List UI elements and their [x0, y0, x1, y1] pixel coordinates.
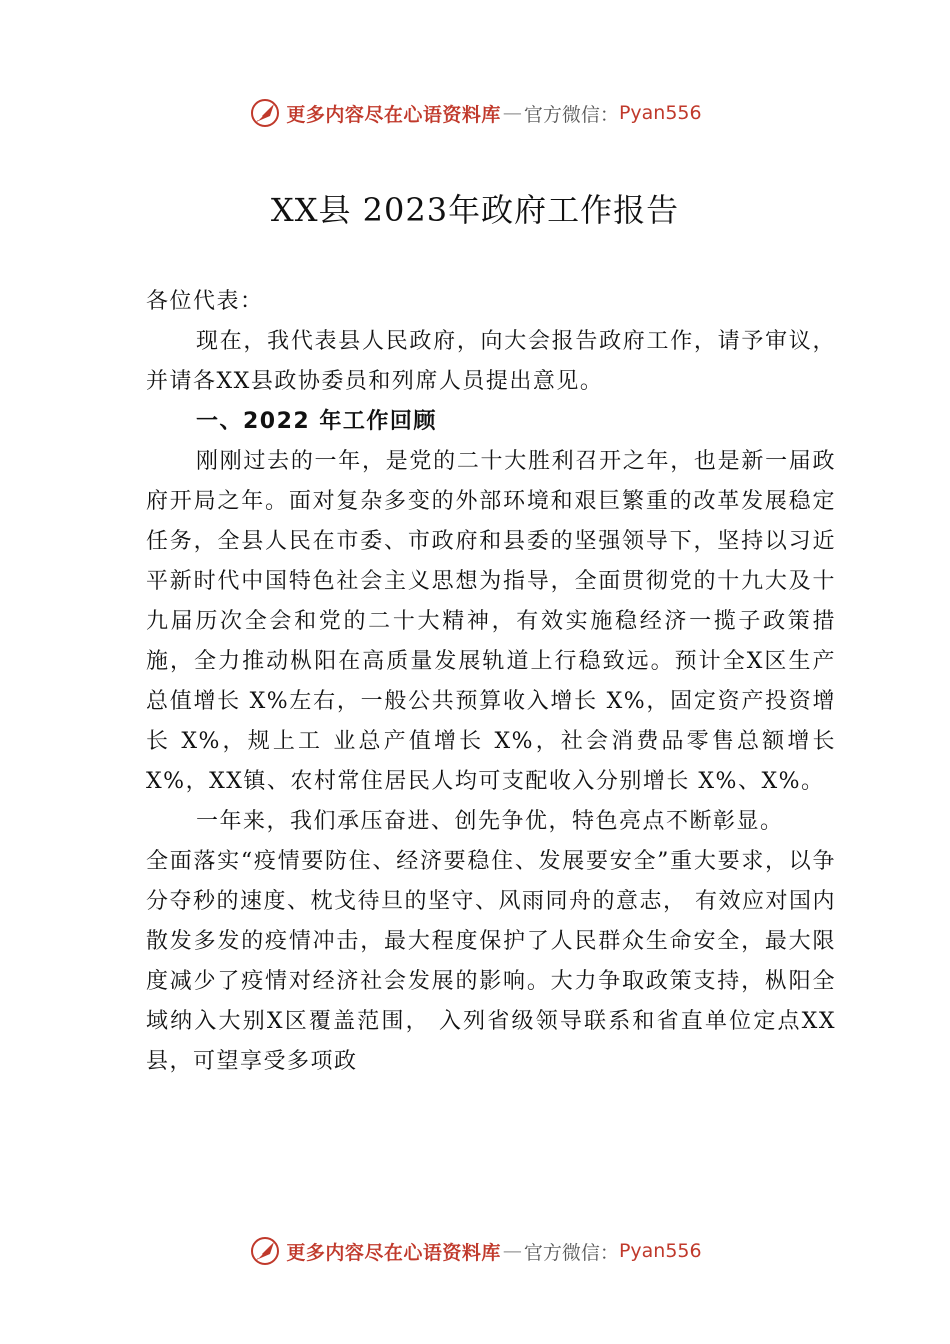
- quill-logo-icon: [248, 1234, 282, 1268]
- body-paragraph-2: 一年来，我们承压奋进、创先争优，特色亮点不断彰显。: [196, 809, 784, 834]
- watermark-separator: —: [502, 1240, 522, 1262]
- watermark-header: [0, 96, 950, 130]
- salutation: 各位代表：: [146, 289, 264, 314]
- watermark-official-label: 官方微信：: [523, 103, 619, 126]
- watermark-footer: [0, 1234, 950, 1268]
- section-heading: 一、2022 年工作回顾: [196, 409, 437, 434]
- body-paragraph-1: 刚刚过去的一年，是党的二十大胜利召开之年，也是新一届政府开局之年。面对复杂多变的外部环境和艰巨繁重的改革发展稳定任务，全县人民在市委、市政府和县委的坚强领导下，坚持以习近平新时代中国特色社会主义思想为指导，全面贯彻党的十九大及十九届历次全会和党的二十大精神，有效实施稳经济一揽子政策措施，全力推动枞阳在高质量发展轨道上行稳致远。预计全X区生产总值增长 X%左右，一般公共预算收入增长 X%，固定资产投资增长 X%，规上工 业总产值增长 X%，社会消费品零售总额增长 X%，XX镇、农村常住居民人均可支配收入分别增长 X%、X%。: [146, 449, 836, 794]
- document-title: XX县 2023年政府工作报告: [270, 191, 680, 229]
- quill-logo-icon: [248, 96, 282, 130]
- intro-paragraph: 现在，我代表县人民政府，向大会报告政府工作，请予审议，并请各XX县政协委员和列席人员提出意见。: [146, 329, 836, 394]
- watermark-official-label: 官方微信：: [523, 1241, 619, 1264]
- document-body: [146, 282, 836, 1082]
- watermark-main-text: 更多内容尽在心语资料库: [286, 1241, 501, 1264]
- watermark-separator: —: [502, 102, 522, 124]
- watermark-main-text: 更多内容尽在心语资料库: [286, 103, 501, 126]
- body-paragraph-3: 全面落实“疫情要防住、经济要稳住、发展要安全”重大要求，以争分夺秒的速度、枕戈待旦的坚守、风雨同舟的意志， 有效应对国内散发多发的疫情冲击，最大程度保护了人民群众生命安全，最大限度减少了疫情对经济社会发展的影响。大力争取政策支持，枞阳全域纳入大别X区覆盖范围， 入列省级领导联系和省直单位定点XX县，可望享受多项政: [146, 849, 836, 1074]
- watermark-wechat-id: Pyan556: [618, 102, 702, 124]
- watermark-wechat-id: Pyan556: [618, 1240, 702, 1262]
